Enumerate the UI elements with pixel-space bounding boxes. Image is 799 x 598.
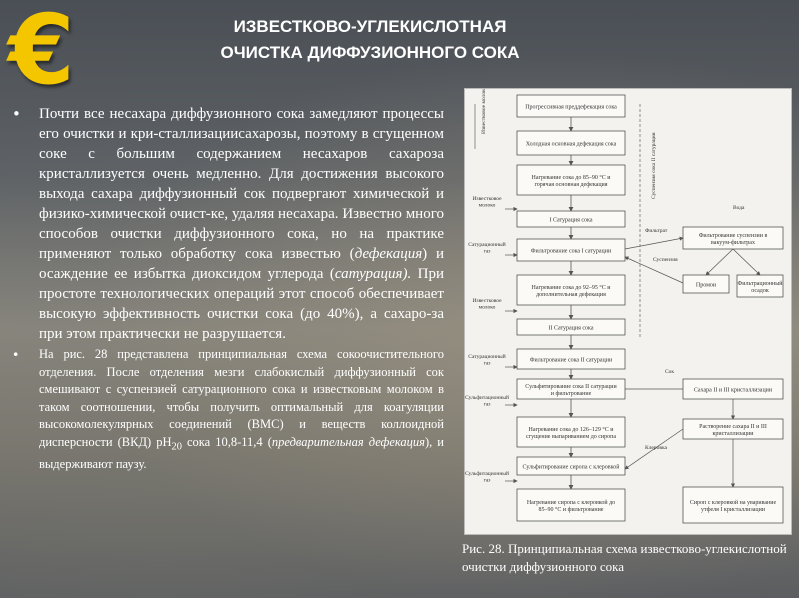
- main-box-label: II Сатурация сока: [548, 325, 594, 332]
- main-box-label: Фильтрование сока I сатурации: [530, 248, 612, 255]
- flow-label-clerovka: Клеровка: [645, 445, 667, 451]
- p1-text-b: ) и осаждение ее избытка диоксидом углерода (: [39, 246, 444, 282]
- p2-text-b: сока 10,8-11,4 (: [181, 434, 272, 449]
- input-label: Сатурационный газ: [468, 241, 506, 255]
- p2-text-a: На рис. 28 представлена принципиальная схема сокоочистительного отделения. После отделения мезги слабокислый диффузионный сок смешивают с суспензией сатурационного сока и известковым молоком в таком соотношении, чтобы получить оптимальный для коагуляции высокомолекулярных соединений (ВМС) и веществ коллоидной дисперсности (ВКД) рН: [39, 347, 444, 449]
- main-box-label: Сульфитирование сиропа с клеровкой: [522, 464, 620, 471]
- p1-italic-defecation: дефекация: [354, 246, 423, 262]
- main-box-label: Прогрессивная преддефекация сока: [525, 104, 617, 111]
- side-box-label: Растворение сахара II и III кристаллизации: [699, 424, 767, 437]
- main-box-label: Нагревание сока до 92–95 °С и дополнительная дефекация: [531, 285, 611, 298]
- main-box-label: Нагревание сока до 126–129 °С и сгущение выпариванием до сиропа: [525, 427, 617, 440]
- p2-italic: предварительная дефекация: [271, 434, 425, 449]
- main-box-label: I Сатурация сока: [549, 217, 593, 224]
- flow-arrow: [706, 249, 733, 275]
- title-line-1: ИЗВЕСТКОВО-УГЛЕКИСЛОТНАЯ: [233, 17, 507, 36]
- flow-label-right: Суспензия сока II сатурации: [651, 132, 657, 199]
- p1-italic-saturation: сатурация).: [334, 266, 412, 282]
- main-box-label: Фильтрование сока II сатурации: [529, 357, 613, 364]
- main-box-label: Нагревание сиропа с клеровкой до 85–90 °С и фильтрование: [526, 500, 616, 513]
- flow-label-filtrate: Фильтрат: [645, 228, 668, 234]
- flow-arrow: [625, 238, 683, 249]
- main-box-label: Нагревание сока до 85–90 °С и горячая основная дефекация: [531, 175, 611, 188]
- euro-logo-icon: €: [8, 0, 75, 106]
- process-flow-diagram: [464, 88, 792, 535]
- paragraph-1: [12, 104, 444, 344]
- p1-text-c: При простоте технологических операций этот способ обеспечивает высокую эффективность очистки сока (до 40%), а сахаро-за при этом практически не разрушается.: [39, 266, 444, 342]
- main-box-label: Сульфитирование сока II сатурации и фильтрование: [525, 384, 617, 397]
- side-box-label: Фильтрование суспензии в вакуум-фильтрах: [698, 233, 768, 246]
- main-box-label: Холодная основная дефекация сока: [525, 141, 617, 148]
- p2-text-c: ), и выдерживают паузу.: [39, 434, 444, 471]
- side-box-label: Фильтрационный осадок: [737, 281, 783, 294]
- input-label: Сатурационный газ: [468, 353, 506, 367]
- side-box-label: Промои: [695, 282, 717, 289]
- side-box-label: Сахара II и III кристаллизации: [693, 387, 773, 394]
- flow-label-suspension: Суспензия: [653, 257, 678, 263]
- input-label: Сульфитационный газ: [465, 395, 509, 408]
- p2-subscript: 20: [171, 441, 182, 452]
- title-line-2: ОЧИСТКА ДИФФУЗИОННОГО СОКА: [220, 43, 520, 62]
- side-box-label: Сироп с клеровкой на уваривание утфеля I кристаллизации: [689, 500, 777, 513]
- flow-label-left: Известковое молоко: [481, 89, 487, 134]
- paragraph-2: [12, 346, 444, 473]
- input-label: Сульфитационный газ: [465, 471, 509, 484]
- flow-arrow: [733, 249, 760, 275]
- input-label: Известковое молоко: [472, 195, 502, 209]
- figure-caption: Рис. 28. Принципиальная схема известково-углекислотной очистки диффузионного сока: [462, 541, 787, 574]
- input-label: Известковое молоко: [472, 297, 502, 311]
- body-text: [12, 104, 444, 473]
- process-flow-svg: [465, 89, 791, 534]
- p1-text-a: Почти все несахара диффузионного сока замедляют процессы его очистки и кри-сталлизациисахарозы, поэтому в сгущенном соке с большим содержанием несахаров сахароза кристаллизуется очень медленно. Для достижения высокого выхода сахара диффузионный сок подвергают химической и физико-химической очист-ке, удаляя несахара. Известно много способов очистки диффузионного сока, но на практике применяют только обработку сока известью (: [39, 106, 444, 262]
- flow-label-juice: Сок: [665, 369, 675, 375]
- flow-label-water: Вода: [733, 205, 745, 211]
- page-title: [150, 14, 590, 66]
